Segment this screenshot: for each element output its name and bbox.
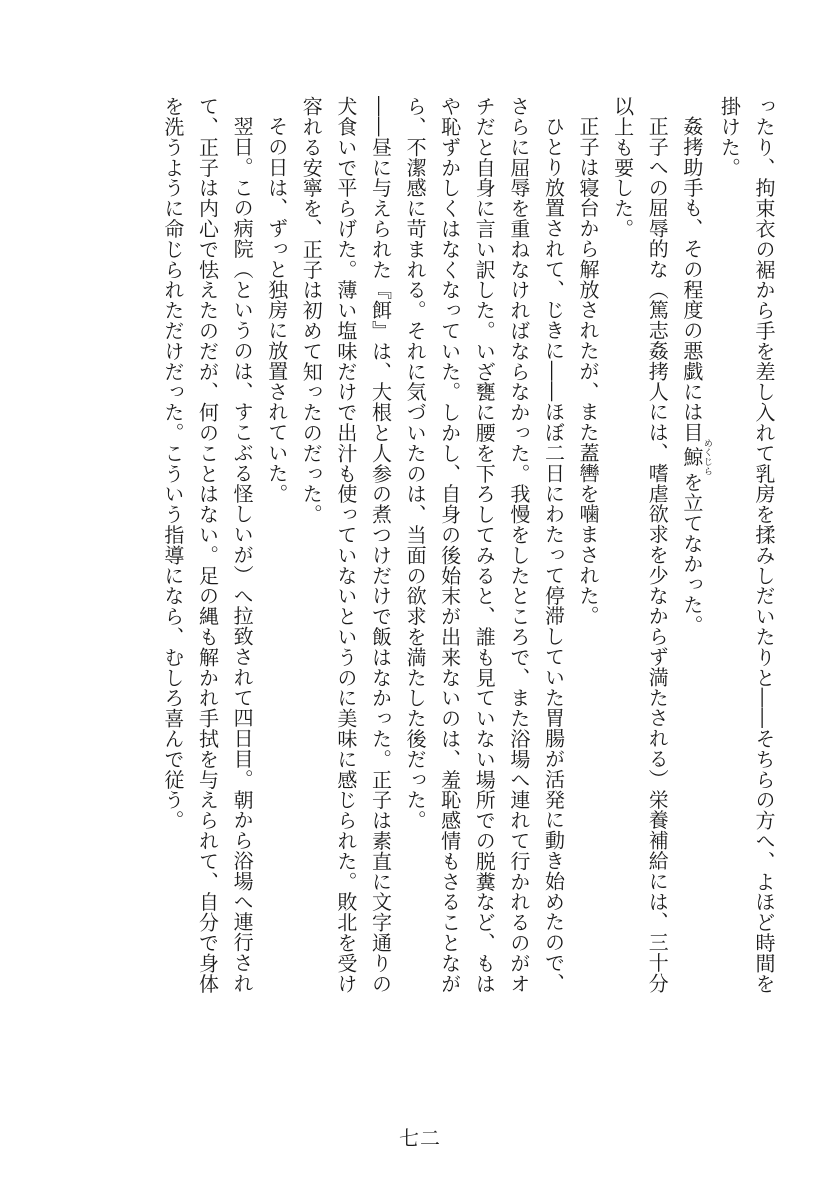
paragraph: 正子は寝台から解放されたが、また蓋轡を噛まされた。 [576,116,601,626]
vertical-text-body [36,96,781,996]
paragraph: ひとり放置されて、じきに――ほぼ二日にわたって停滞していた胃腸が活発に動き始めたので、さらに屈辱を重ねなければならなかった。我慢をしたところで、また浴場へ連れて行かれるのがオチだと自身に言い訳した。いざ甕に腰を下ろしてみると、誰も見ていない場所での脱糞など、もはや恥ずかしくはなくなっていた。しかし、自身の後始末が出来ないのは、羞恥感情もさることながら、不潔感に苛まれる。それに気づいたのは、当面の欲求を満たした後だった。 [403,96,566,994]
page-number: 七二 [399,1126,441,1150]
ruby-annotation [679,438,712,477]
paragraph-text: 姦拷助手も、その程度の悪戯には目 [679,116,704,443]
paragraph: ったり、拘束衣の裾から手を差し入れて乳房を揉みしだいたりと――そちらの方へ、よほど時間を掛けた。 [717,96,776,994]
paragraph: 正子への屈辱的な（篤志姦拷人には、嗜虐欲求を少なからず満たされる）栄養補給には、三十分以上も要した。 [610,96,670,994]
paragraph: その日は、ずっと独房に放置されていた。 [264,116,289,504]
paragraph: 翌日。この病院（というのは、すこぶる怪しいが）へ拉致されて四日目。朝から浴場へ連行されて、正子は内心で怯えたのだが、何のことはない。足の縄も解かれ手拭を与えられて、自分で身体を洗うように命じられただけだった。こういう指導になら、むしろ喜んで従う。 [160,96,255,994]
paragraph-text: を立てなかった。 [679,472,704,636]
paragraph-with-ruby [674,96,712,996]
ruby-base: 鯨 [679,438,704,476]
paragraph: ――昼に与えられた『餌』は、大根と人参の煮つけだけで飯はなかった。正子は素直に文字通りの犬食いで平らげた。薄い塩味だけで出汁も使っていないというのに美味に感じられた。敗北を受け容れる安寧を、正子は初めて知ったのだった。 [299,96,393,994]
ruby-reading: めくじら [701,438,712,477]
